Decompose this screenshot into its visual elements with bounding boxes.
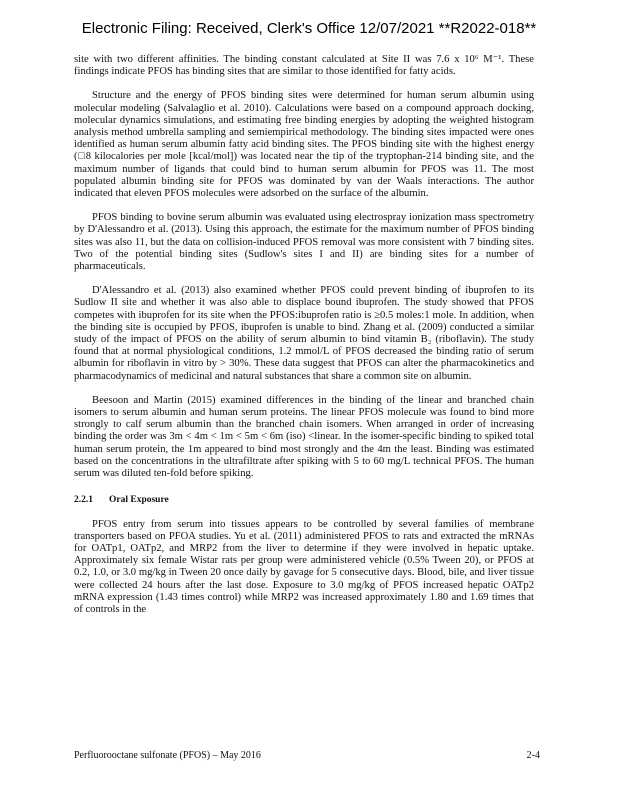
paragraph: site with two different affinities. The binding constant calculated at Site II was 7.6 x 10⁶ M⁻¹. These findings indicate PFOS has binding sites that are similar to those identified for fatty acids. xyxy=(74,54,534,78)
paragraph: Beesoon and Martin (2015) examined differences in the binding of the linear and branched chain isomers to serum albumin and human serum proteins. The linear PFOS molecule was found to bind more strongly to calf serum albumin than the branched chain isomers. When arranged in order of increasing binding the order was 3m < 4m < 1m < 5m < 6m (iso) <linear. In the isomer-specific binding to spiked total human serum protein, the 1m appeared to bind most strongly and the 4m the least. Binding was estimated based on the concentrations in the ultrafiltrate after spiking with 5 to 60 mg/L technical PFOS. The human serum was diluted ten-fold before spiking. xyxy=(74,394,534,480)
section-heading xyxy=(74,494,534,506)
paragraph: D'Alessandro et al. (2013) also examined whether PFOS could prevent binding of ibuprofen to its Sudlow II site and whether it was also able to displace bound ibuprofen. The study showed that PFOS competes with ibuprofen for its site when the PFOS:ibuprofen ratio is ≥0.5 moles:1 mole. In addition, when the binding site is occupied by PFOS, ibuprofen is unable to bind. Zhang et al. (2009) conducted a similar study of the impact of PFOS on the ability of serum albumin to bind vitamin B₂ (riboflavin). The study found that at normal physiological conditions, 1.2 mmol/L of PFOS decreased the binding ratio of serum albumin for riboflavin in vitro by > 30%. These data suggest that PFOS can alter the pharmacokinetics and pharmacodynamics of medicinal and natural substances that share a common site on albumin. xyxy=(74,285,534,382)
filing-stamp: Electronic Filing: Received, Clerk's Office 12/07/2021 **R2022-018** xyxy=(81,20,537,37)
page-footer xyxy=(74,750,540,761)
section-title: Oral Exposure xyxy=(109,495,169,506)
section-number: 2.2.1 xyxy=(74,495,93,506)
page-number: 2-4 xyxy=(526,750,540,761)
document-body xyxy=(74,54,534,628)
paragraph: PFOS entry from serum into tissues appears to be controlled by several families of membrane transporters based on PFOA studies. Yu et al. (2011) administered PFOS to rats and extracted the mRNAs for OATp1, OATp2, and MRP2 from the liver to determine if they were involved in hepatic uptake. Approximately six female Wistar rats per group were administered vehicle (0.5% Tween 20), or PFOS at 0.2, 1.0, or 3.0 mg/kg in Tween 20 once daily by gavage for 5 consecutive days. Blood, bile, and liver tissue were collected 24 hours after the last dose. Exposure to 3.0 mg/kg of PFOS increased hepatic OATp2 mRNA expression (1.43 times control) while MRP2 was increased approximately 1.80 and 1.69 times that of controls in the xyxy=(74,518,534,615)
paragraph: Structure and the energy of PFOS binding sites were determined for human serum albumin using molecular modeling (Salvalaglio et al. 2010). Calculations were based on a compound approach docking, molecular dynamics simulations, and estimating free binding energies by adopting the weighted histogram analysis method umbrella sampling and semiempirical methodology. The binding sites impacted were ones identified as human serum albumin fatty acid binding sites. The PFOS binding site with the highest energy (□8 kilocalories per mole [kcal/mol]) was located near the tip of the tryptophan-214 binding site, and the maximum number of ligands that could bind to human serum albumin for PFOS was 11. The most populated albumin binding site for PFOS was dominated by van der Waals interactions. The author indicated that eleven PFOS molecules were adsorbed on the surface of the albumin. xyxy=(74,90,534,200)
footer-document-title: Perfluorooctane sulfonate (PFOS) – May 2016 xyxy=(74,750,261,761)
paragraph: PFOS binding to bovine serum albumin was evaluated using electrospray ionization mass spectrometry by D'Alessandro et al. (2013). Using this approach, the estimate for the maximum number of PFOS binding sites was also 11, but the data on collision-induced PFOS removal was more consistent with 7 binding sites. Two of the potential binding sites (Sudlow's sites I and II) are binding sites for a number of pharmaceuticals. xyxy=(74,212,534,273)
